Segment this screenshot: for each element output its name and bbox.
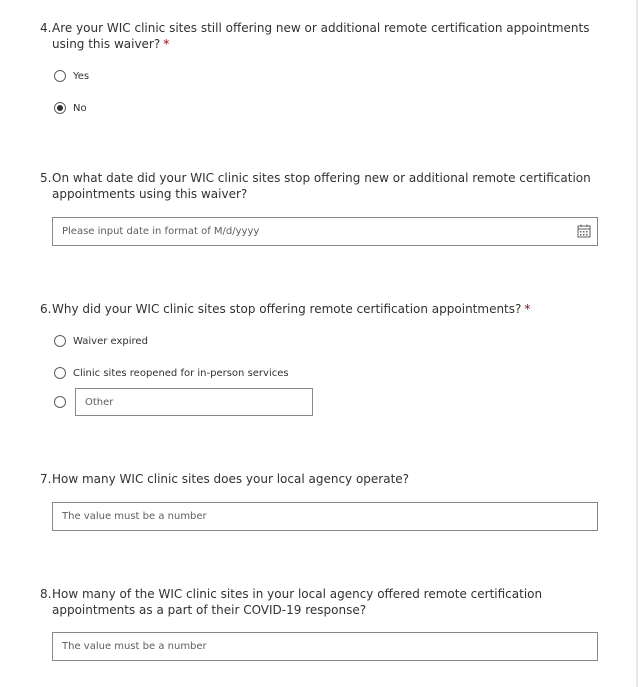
- option-yes[interactable]: [54, 68, 89, 84]
- question-text: On what date did your WIC clinic sites stop offering new or additional remote certification appointments using this waiver?: [52, 171, 591, 201]
- question-5-title: [40, 170, 600, 202]
- number-placeholder: The value must be a number: [62, 641, 207, 652]
- question-6-title: [40, 301, 600, 317]
- question-8-title: [40, 586, 600, 618]
- option-clinic-reopened[interactable]: [54, 365, 289, 381]
- question-7: [40, 471, 600, 522]
- question-text: Why did your WIC clinic sites stop offering remote certification appointments?: [52, 302, 522, 316]
- number-input[interactable]: [52, 502, 598, 531]
- radio-button-selected[interactable]: [54, 102, 66, 114]
- question-4-title: [40, 20, 600, 52]
- required-marker: *: [163, 37, 170, 51]
- other-placeholder: Other: [85, 396, 114, 408]
- question-number: 7.: [40, 472, 52, 486]
- question-number: 6.: [40, 302, 52, 316]
- number-placeholder: The value must be a number: [62, 511, 207, 522]
- question-text: Are your WIC clinic sites still offering new or additional remote certification appointments using this waiver?: [52, 21, 590, 51]
- question-number: 4.: [40, 21, 52, 35]
- question-text: How many WIC clinic sites does your local agency operate?: [52, 472, 410, 486]
- question-5: [40, 170, 600, 237]
- question-text: How many of the WIC clinic sites in your local agency offered remote certification appointments as a part of their COVID-19 response?: [52, 587, 543, 617]
- question-7-title: [40, 471, 600, 487]
- option-label: Waiver expired: [73, 335, 148, 347]
- other-input[interactable]: [75, 388, 313, 416]
- option-no[interactable]: [54, 100, 87, 116]
- date-input[interactable]: [52, 217, 598, 246]
- option-waiver-expired[interactable]: [54, 333, 148, 349]
- number-input[interactable]: [52, 632, 598, 661]
- radio-button[interactable]: [54, 335, 66, 347]
- calendar-icon[interactable]: [577, 224, 591, 238]
- question-number: 8.: [40, 587, 52, 601]
- option-label: No: [73, 102, 87, 114]
- required-marker: *: [524, 302, 531, 316]
- radio-button[interactable]: [54, 396, 66, 408]
- option-label: Yes: [73, 70, 90, 82]
- question-number: 5.: [40, 171, 52, 185]
- question-8: [40, 586, 600, 652]
- question-6: [40, 301, 600, 408]
- option-label: Clinic sites reopened for in-person services: [73, 367, 289, 379]
- radio-button[interactable]: [54, 367, 66, 379]
- option-other[interactable]: [54, 387, 313, 417]
- date-placeholder: Please input date in format of M/d/yyyy: [62, 226, 260, 237]
- question-4: [40, 20, 600, 114]
- radio-button[interactable]: [54, 70, 66, 82]
